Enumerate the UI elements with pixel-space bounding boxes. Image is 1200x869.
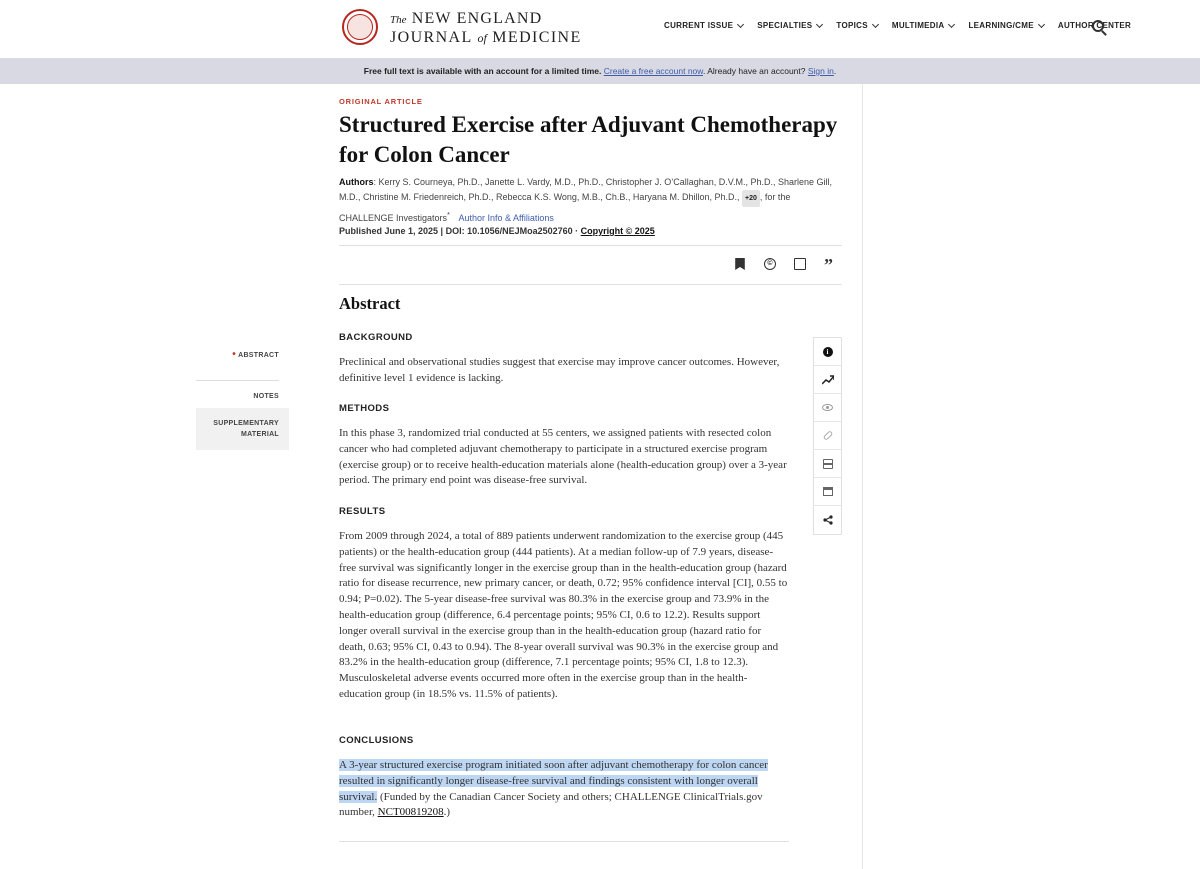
nejm-seal-logo[interactable] <box>342 9 378 45</box>
nav-learning-cme[interactable]: LEARNING/CME <box>968 21 1043 30</box>
view-button[interactable] <box>814 394 841 422</box>
permissions-icon[interactable]: © <box>764 258 776 270</box>
chevron-down-icon <box>1038 20 1045 27</box>
table-icon <box>823 487 833 496</box>
nav-author-center[interactable]: AUTHOR CENTER <box>1057 21 1132 30</box>
journal-logo[interactable] <box>390 10 582 47</box>
conclusions-text <box>339 758 789 821</box>
site-header <box>0 0 1200 58</box>
conclusions-heading: CONCLUSIONS <box>339 735 414 746</box>
authors-tail: , for the CHALLENGE Investigators <box>339 192 791 223</box>
metrics-button[interactable] <box>814 366 841 394</box>
conclusions-end: .) <box>443 806 451 819</box>
section-nav-supplementary[interactable]: SUPPLEMENTARY MATERIAL <box>196 408 289 450</box>
background-heading: BACKGROUND <box>339 332 413 343</box>
article-type-label: ORIGINAL ARTICLE <box>339 97 423 106</box>
published-date: Published June 1, 2025 <box>339 226 439 236</box>
share-icon <box>823 515 833 525</box>
side-toolbar <box>813 337 842 535</box>
info-icon: i <box>823 347 833 357</box>
methods-text: In this phase 3, randomized trial conducted at 55 centers, we assigned patients with resected colon cancer who had completed adjuvant chemotherapy to participate in a structured exercise program (exercise group) or to receive health-education materials alone (health-education group) over a 3-year period. The primary end point was disease-free survival. <box>339 427 787 487</box>
trial-registration-link[interactable]: NCT00819208 <box>377 806 444 819</box>
divider <box>339 841 789 842</box>
cite-doc-icon[interactable] <box>794 258 806 270</box>
divider <box>339 245 842 246</box>
chevron-down-icon <box>872 20 879 27</box>
eye-icon <box>822 404 833 411</box>
results-text: From 2009 through 2024, a total of 889 patients underwent randomization to the exercise group (445 patients) or the health-education group (444 patients). At a median follow-up of 7.9 years, disease-free survival was significantly longer in the exercise group than in the health-education group (hazard ratio for disease recurrence, new primary cancer, or death, 0.72; 95% confidence interval [CI], 0.55 to 0.94; P=0.02). The 5-year disease-free survival was 80.3% in the exercise group and 73.9% in the health-education group (difference, 6.4 percentage points; 95% CI, 0.6 to 12.2). Results support longer overall survival in the exercise group than in the health-education group (hazard ratio for death, 0.63; 95% CI, 0.43 to 0.94). The 8-year overall survival was 90.3% in the exercise group and 83.2% in the health-education group (difference, 7.1 percentage points; 95% CI, 1.8 to 12.3). Musculoskeletal adverse events occurred more often in the exercise group than in the health-education group (in 18.5% vs. 11.5% of patients). <box>339 530 788 700</box>
chevron-down-icon <box>948 20 955 27</box>
chevron-down-icon <box>737 20 744 27</box>
authors-text: : Kerry S. Courneya, Ph.D., Janette L. Vardy, M.D., Ph.D., Christopher J. O’Callaghan, D.V.M., Ph.D., Sharlene Gill, M.D., Christine M. Friedenreich, Ph.D., Rebecca K.S. Wong, M.B., Ch.B., Haryana M. Dhillon, Ph.D., <box>339 177 833 202</box>
methods-heading: METHODS <box>339 403 390 414</box>
article-toolbar <box>734 255 836 275</box>
publication-info: Published June 1, 2025 | DOI: 10.1056/NEJMoa2502760 · Copyright © 2025 <box>339 226 655 236</box>
section-nav-abstract[interactable]: • ABSTRACT <box>232 349 279 360</box>
create-account-link[interactable]: Create a free account now <box>603 66 703 76</box>
results-heading: RESULTS <box>339 506 386 517</box>
quote-icon[interactable]: ” <box>824 255 833 275</box>
nav-topics[interactable]: TOPICS <box>836 21 877 30</box>
free-access-banner <box>0 58 1200 84</box>
main-nav <box>664 21 1145 30</box>
column-divider <box>862 84 863 869</box>
background-text: Preclinical and observational studies suggest that exercise may improve cancer outcomes. However, definitive level 1 evidence is lacking. <box>339 356 780 384</box>
banner-middle: . Already have an account? <box>702 66 806 76</box>
nav-multimedia[interactable]: MULTIMEDIA <box>892 21 955 30</box>
link-icon <box>822 430 833 441</box>
search-icon[interactable] <box>1092 20 1104 32</box>
trend-icon <box>822 375 834 385</box>
article-section-nav <box>196 345 289 450</box>
abstract-heading: Abstract <box>339 294 401 313</box>
info-button[interactable] <box>814 338 841 366</box>
divider <box>196 380 279 381</box>
section-nav-notes[interactable]: NOTES <box>253 393 279 400</box>
figures-button[interactable] <box>814 450 841 478</box>
nav-current-issue[interactable]: CURRENT ISSUE <box>664 21 743 30</box>
authors-label: Authors <box>339 177 374 187</box>
selected-text: A 3-year structured exercise program initiated soon after adjuvant chemotherapy for colon cancer resulted in significantly longer disease-free survival and findings consistent with longer overall survival. <box>339 759 768 803</box>
banner-lead: Free full text is available with an account for a limited time. <box>363 66 602 76</box>
sign-in-link[interactable]: Sign in <box>807 66 834 76</box>
copy-link-button[interactable] <box>814 422 841 450</box>
bookmark-icon[interactable] <box>734 258 746 270</box>
divider <box>339 284 842 285</box>
tables-button[interactable] <box>814 478 841 506</box>
logo-journal: JOURNAL <box>390 29 473 46</box>
copyright-link[interactable]: Copyright © 2025 <box>580 226 655 236</box>
more-authors-button[interactable]: +20 <box>742 190 760 207</box>
funding-text: (Funded by the Canadian Cancer Society and others; CHALLENGE ClinicalTrials.gov number, <box>339 790 763 819</box>
share-button[interactable] <box>814 506 841 534</box>
chevron-down-icon <box>816 20 823 27</box>
logo-of: of <box>477 31 487 45</box>
banner-end: . <box>833 66 837 76</box>
logo-line1: NEW ENGLAND <box>411 10 543 27</box>
author-info-link[interactable]: Author Info & Affiliations <box>458 213 554 223</box>
logo-the: The <box>390 14 407 26</box>
author-list <box>339 175 839 226</box>
authors-footnote-mark: * <box>447 210 450 219</box>
figures-icon <box>823 459 833 469</box>
nav-specialties[interactable]: SPECIALTIES <box>757 21 822 30</box>
doi: DOI: 10.1056/NEJMoa2502760 <box>445 226 573 236</box>
logo-medicine: MEDICINE <box>492 29 582 46</box>
article-title: Structured Exercise after Adjuvant Chemotherapy for Colon Cancer <box>339 112 838 167</box>
